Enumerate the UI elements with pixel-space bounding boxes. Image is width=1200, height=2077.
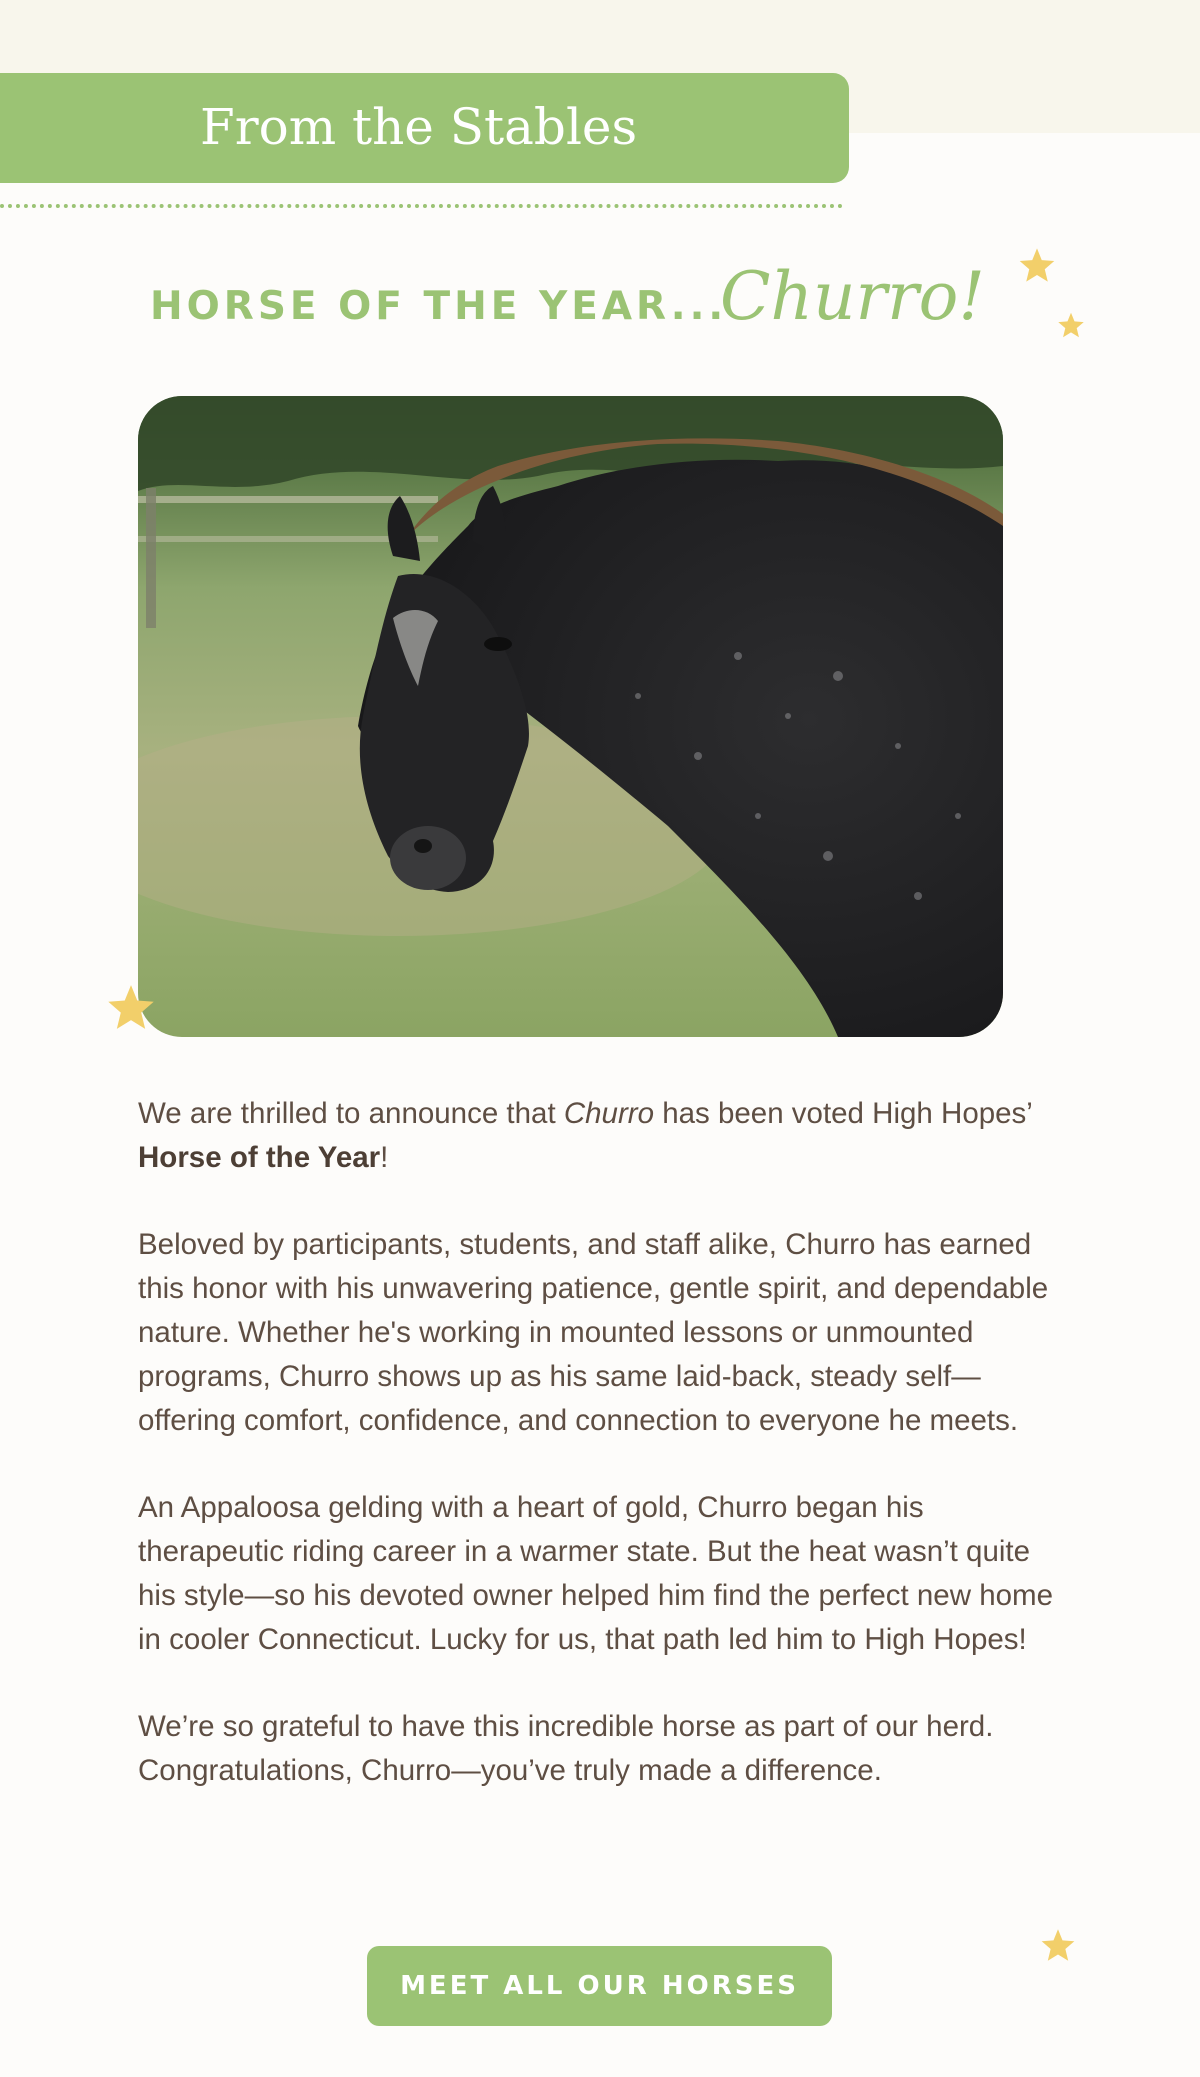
star-icon — [106, 982, 156, 1032]
article-paragraph: An Appaloosa gelding with a heart of gold, Churro began his therapeutic riding career in a warmer state. But the heat wasn’t quite his style—so his devoted owner helped him find the perfect new home in cooler Connecticut. Lucky for us, that path led him to High Hopes! — [138, 1491, 1054, 1656]
paragraph-text: We are thrilled to announce that — [138, 1097, 564, 1130]
paragraph-text: has been voted High Hopes’ — [654, 1097, 1032, 1130]
section-title: From the Stables — [200, 98, 638, 156]
article-paragraph: Beloved by participants, students, and staff alike, Churro has earned this honor with his unwavering patience, gentle spirit, and dependable nature. Whether he's working in mounted lessons or unmounted programs, Churro shows up as his same laid-back, steady self—offering comfort, confidence, and connection to everyone he meets. — [138, 1228, 1049, 1437]
star-icon — [1040, 1927, 1076, 1963]
article-body — [138, 1092, 1068, 1836]
horse-photo — [138, 396, 1003, 1037]
headline-script: Churro! — [720, 258, 985, 335]
star-icon — [1018, 246, 1056, 284]
paragraph-text: ! — [380, 1141, 389, 1174]
headline-main: HORSE OF THE YEAR... — [150, 284, 728, 329]
horse-name-italic: Churro — [563, 1097, 655, 1130]
article-paragraph — [138, 1092, 1068, 1180]
star-icon — [1057, 311, 1085, 339]
meet-all-horses-button[interactable]: MEET ALL OUR HORSES — [367, 1946, 832, 2026]
award-title-bold: Horse of the Year — [138, 1141, 381, 1174]
article-paragraph: We’re so grateful to have this incredible horse as part of our herd. Congratulations, Churro—you’ve truly made a difference. — [138, 1710, 994, 1787]
dotted-divider — [0, 204, 843, 208]
